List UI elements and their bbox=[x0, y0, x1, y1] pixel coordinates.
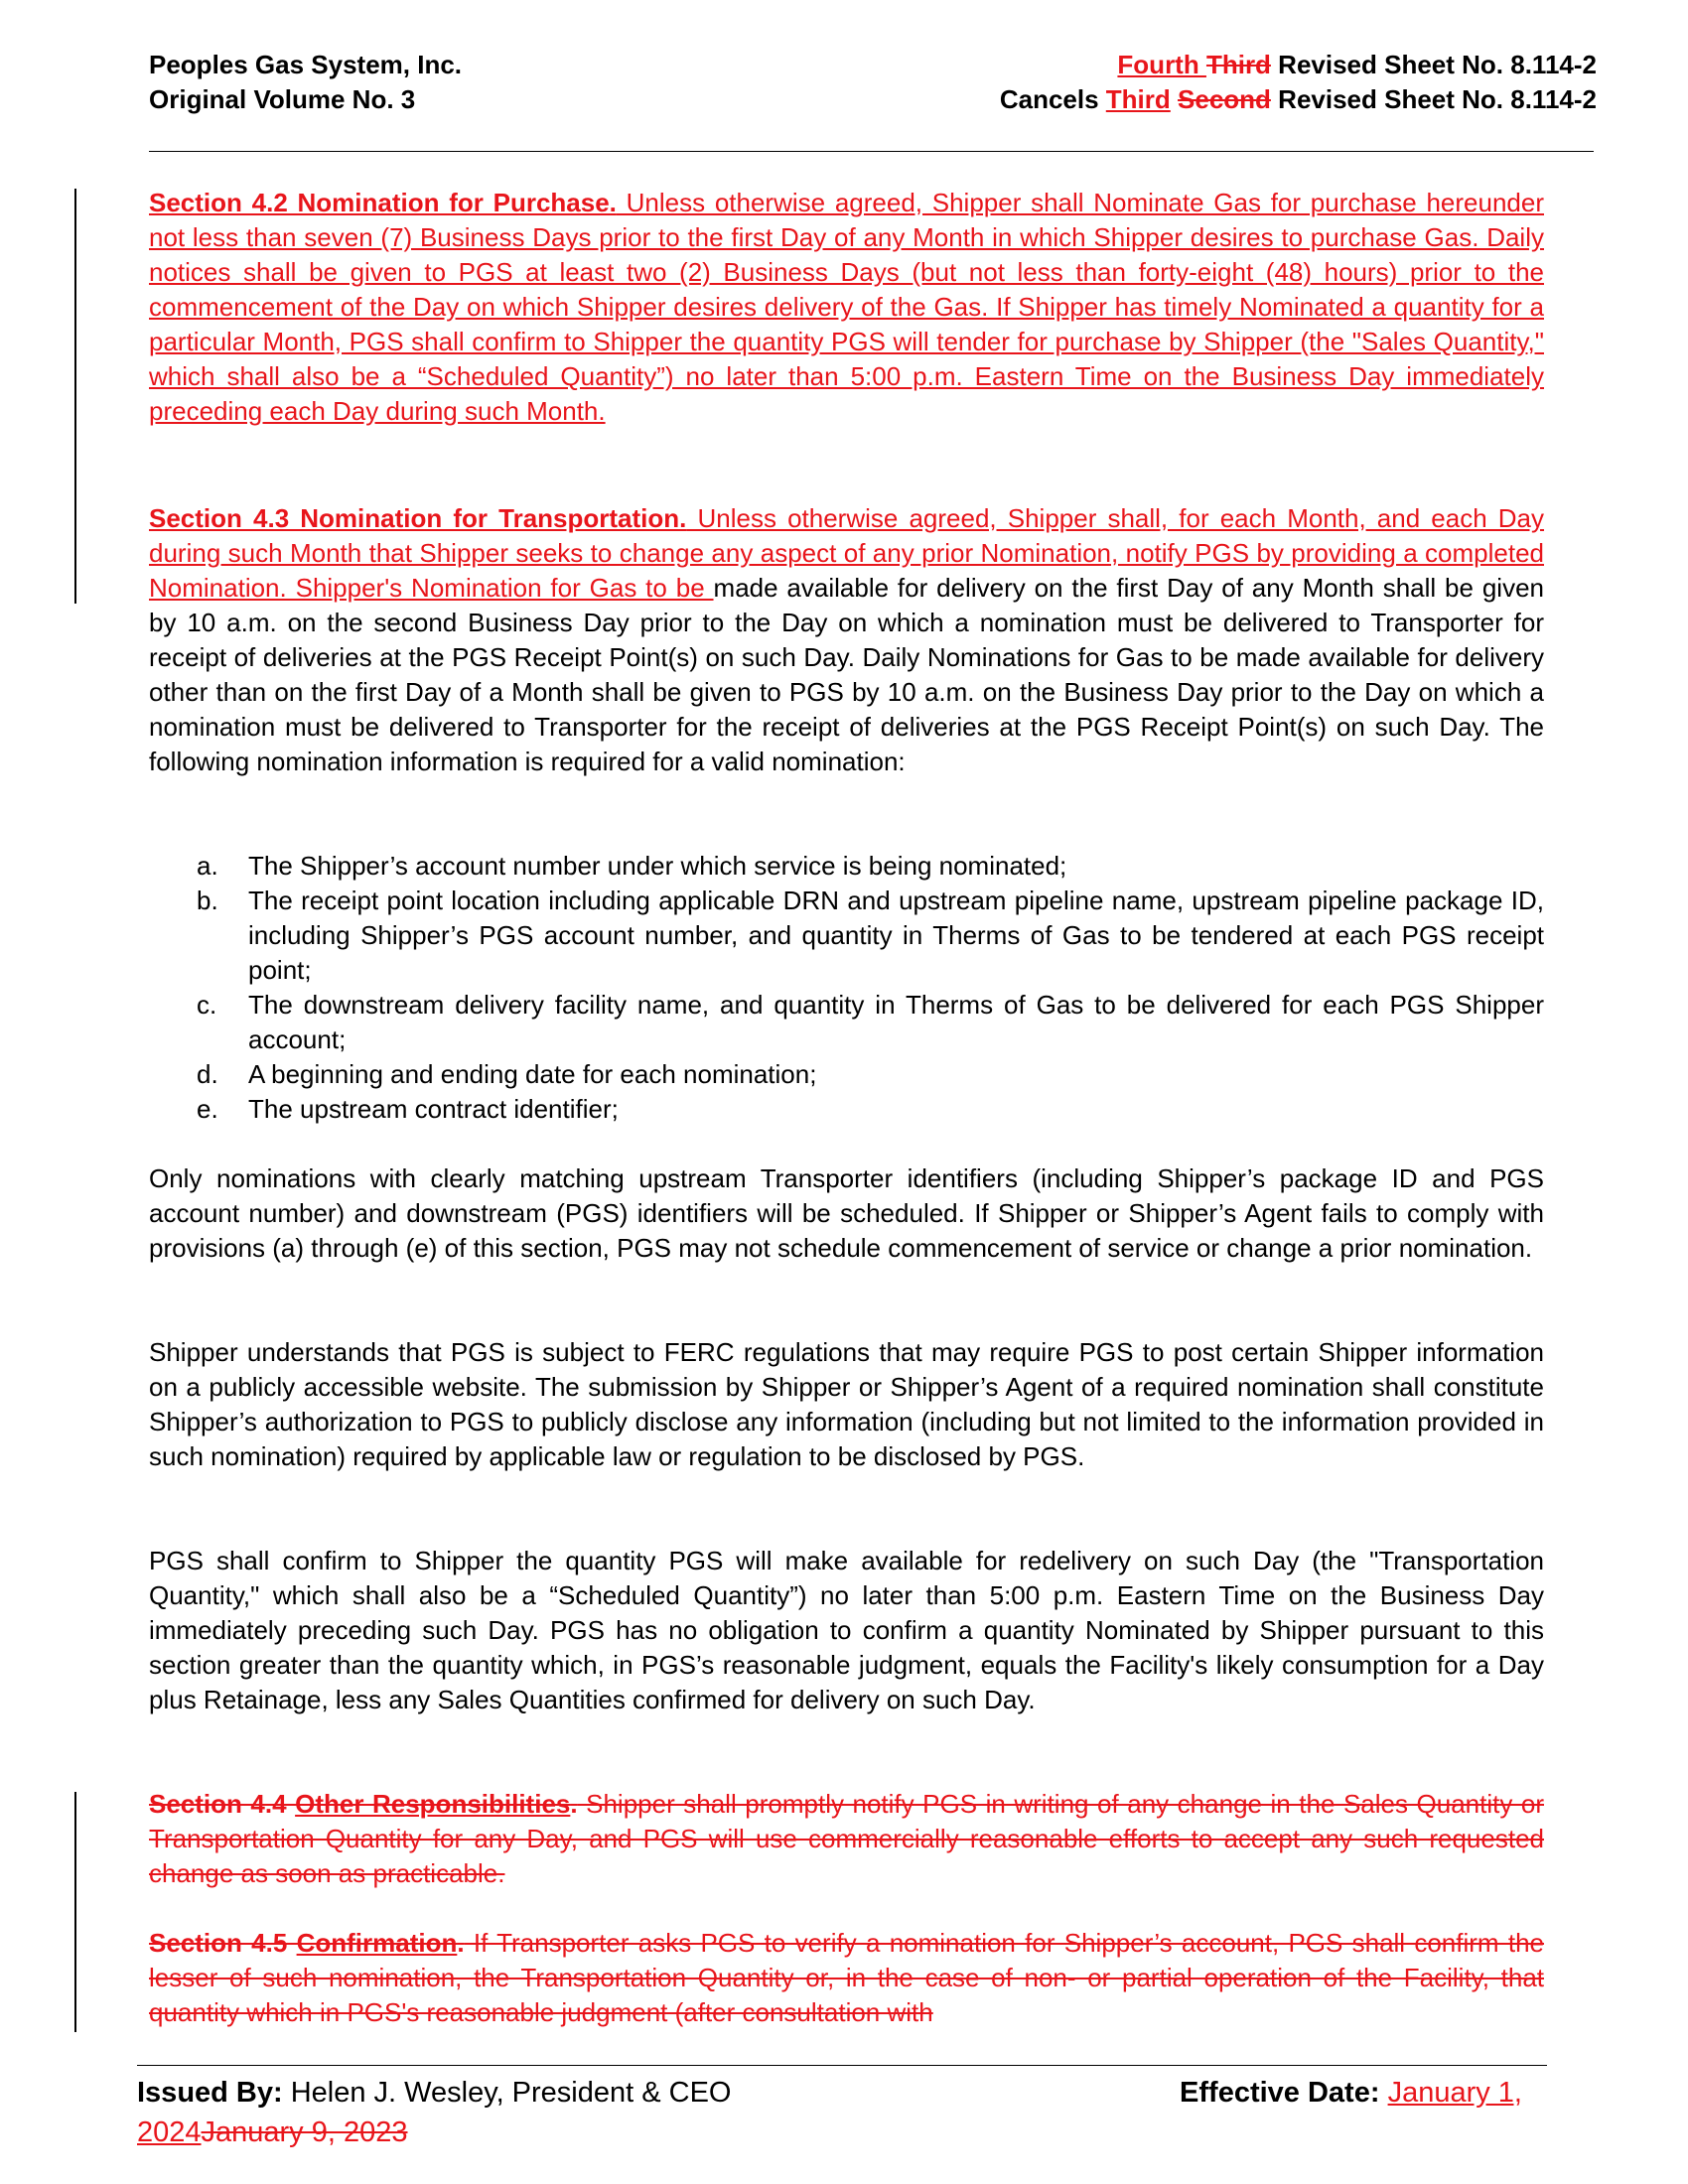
list-marker: c. bbox=[197, 990, 217, 1020]
cancels-inserted-text: Third bbox=[1105, 84, 1171, 114]
header-rule bbox=[149, 151, 1594, 152]
section-4-3-body: made available for delivery on the first Day of any Month shall be given by 10 a.m. on the second Business Day prior to the Day on which a nomination must be delivered to Transporter for receipt of deliveries at the PGS Receipt Point(s) on such Day. Daily Nominations for Gas to be made available for delivery other than on the first Day of a Month shall be given to PGS by 10 a.m. on the Business Day prior to the Day on which a nomination must be delivered to Transporter for the receipt of deliveries at the PGS Receipt Point(s) on such Day. The following nomination information is required for a valid nomination: bbox=[149, 573, 1544, 776]
list-marker: a. bbox=[197, 851, 218, 881]
list-item bbox=[149, 1057, 1544, 1092]
section-4-4-body: Shipper shall promptly notify PGS in writing of any change in the Sales Quantity or Transportation Quantity for any Day, and PGS will use commercially reasonable efforts to accept any such requested change as soon as practicable. bbox=[149, 1789, 1544, 1888]
effective-date-old: January 9, 2023 bbox=[201, 2116, 408, 2148]
cancels-sheet bbox=[1000, 82, 1597, 117]
list-marker: b. bbox=[197, 886, 218, 915]
issued-by-name: Helen J. Wesley, President & CEO bbox=[282, 2077, 732, 2109]
list-item bbox=[149, 988, 1544, 1057]
list-item bbox=[149, 849, 1544, 884]
cancels-label: Cancels bbox=[999, 84, 1106, 114]
list-item bbox=[149, 884, 1544, 988]
section-4-5-heading: Section 4.5 Confirmation. bbox=[149, 1928, 465, 1958]
section-4-2 bbox=[149, 186, 1544, 429]
issued-by-label: Issued By: bbox=[137, 2077, 283, 2109]
header-right bbox=[1000, 48, 1597, 117]
change-bar bbox=[74, 1792, 76, 2032]
footer-rule bbox=[137, 2065, 1547, 2066]
list-text: The downstream delivery facility name, and quantity in Therms of Gas to be delivered for each PGS Shipper account; bbox=[248, 990, 1544, 1054]
change-bar bbox=[74, 189, 76, 604]
list-marker: e. bbox=[197, 1094, 218, 1124]
sheet-inserted-text: Fourth bbox=[1117, 50, 1206, 79]
list-item bbox=[149, 1092, 1544, 1127]
company-name: Peoples Gas System, Inc. bbox=[149, 50, 463, 79]
list-text: The upstream contract identifier; bbox=[248, 1094, 619, 1124]
effective-date-new-a: January 1, bbox=[1387, 2077, 1522, 2109]
sheet-rest: Revised Sheet No. 8.114-2 bbox=[1270, 50, 1597, 79]
list-text: The receipt point location including applicable DRN and upstream pipeline name, upstream pipeline package ID, including Shipper’s PGS account number, and quantity in Therms of Gas to be tendered at each PGS receipt point; bbox=[248, 886, 1544, 985]
list-text: A beginning and ending date for each nomination; bbox=[248, 1059, 817, 1089]
section-4-3-heading: Section 4.3 Nomination for Transportation. bbox=[149, 503, 687, 533]
effective-date-new-b: 2024 bbox=[137, 2116, 202, 2148]
section-4-4-heading: Section 4.4 Other Responsibilities. bbox=[149, 1789, 578, 1819]
cancels-space bbox=[1171, 84, 1178, 114]
section-4-3-inserted-body: Unless otherwise agreed, Shipper shall, for each Month, and each Day during such Month that Shipper seeks to change any aspect of any prior Nomination, notify PGS by providing a completed Nomination. Shipper's Nomination for Gas to be bbox=[149, 503, 1545, 603]
sheet-number bbox=[1000, 48, 1597, 82]
effective-date bbox=[1180, 2073, 1522, 2113]
paragraph-matching-identifiers: Only nominations with clearly matching upstream Transporter identifiers (including Shipper’s package ID and PGS account number) and downstream (PGS) identifiers will be scheduled. If Shipper or Shipper’s Agent fails to comply with provisions (a) through (e) of this section, PGS may not schedule commencement of service or change a prior nomination. bbox=[149, 1163, 1544, 1263]
header-left bbox=[149, 48, 462, 117]
section-4-2-heading: Section 4.2 Nomination for Purchase. bbox=[149, 188, 617, 217]
footer bbox=[137, 2073, 1547, 2152]
cancels-rest: Revised Sheet No. 8.114-2 bbox=[1270, 84, 1597, 114]
list-text: The Shipper’s account number under which service is being nominated; bbox=[248, 851, 1067, 881]
sheet-deleted-text: Third bbox=[1205, 50, 1271, 79]
section-4-3 bbox=[149, 501, 1544, 779]
list-marker: d. bbox=[197, 1059, 218, 1089]
effective-date-label: Effective Date: bbox=[1180, 2077, 1380, 2109]
section-4-5-body: If Transporter asks PGS to verify a nomination for Shipper’s account, PGS shall confirm the lesser of such nomination, the Transportation Quantity or, in the case of non- or partial operation of the Facility, that quantity which in PGS's reasonable judgment (after consultation with bbox=[149, 1928, 1544, 2027]
nomination-requirements-list bbox=[149, 849, 1544, 1127]
section-4-5 bbox=[149, 1926, 1544, 2030]
section-4-2-body: Unless otherwise agreed, Shipper shall Nominate Gas for purchase hereunder not less than seven (7) Business Days prior to the first Day of any Month in which Shipper desires to purchase Gas. Daily notices shall be given to PGS at least two (2) Business Days (but not less than forty-eight (48) hours) prior to the commencement of the Day on which Shipper desires delivery of the Gas. If Shipper has timely Nominated a quantity for a particular Month, PGS shall confirm to Shipper the quantity PGS will tender for purchase by Shipper (the "Sales Quantity," which shall also be a “Scheduled Quantity”) no later than 5:00 p.m. Eastern Time on the Business Day immediately preceding each Day during such Month. bbox=[149, 188, 1544, 426]
section-4-4 bbox=[149, 1787, 1544, 1891]
issued-by bbox=[137, 2073, 732, 2113]
paragraph-transportation-quantity: PGS shall confirm to Shipper the quantity PGS will make available for redelivery on such Day (the "Transportation Quantity," which shall also be a “Scheduled Quantity”) no later than 5:00 p.m. Eastern Time on the Business Day immediately preceding such Day. PGS has no obligation to confirm a quantity Nominated by Shipper pursuant to this section greater than the quantity which, in PGS’s reasonable judgment, equals the Facility's likely consumption for a Day plus Retainage, less any Sales Quantities confirmed for delivery on such Day. bbox=[149, 1546, 1544, 1714]
paragraph-ferc-disclosure: Shipper understands that PGS is subject to FERC regulations that may require PGS to post certain Shipper information on a publicly accessible website. The submission by Shipper or Shipper’s Agent of a required nomination shall constitute Shipper’s authorization to PGS to publicly disclose any information (including but not limited to the information provided in such nomination) required by applicable law or regulation to be disclosed by PGS. bbox=[149, 1337, 1544, 1471]
volume-label: Original Volume No. 3 bbox=[149, 84, 416, 114]
cancels-deleted-text: Second bbox=[1178, 84, 1271, 114]
